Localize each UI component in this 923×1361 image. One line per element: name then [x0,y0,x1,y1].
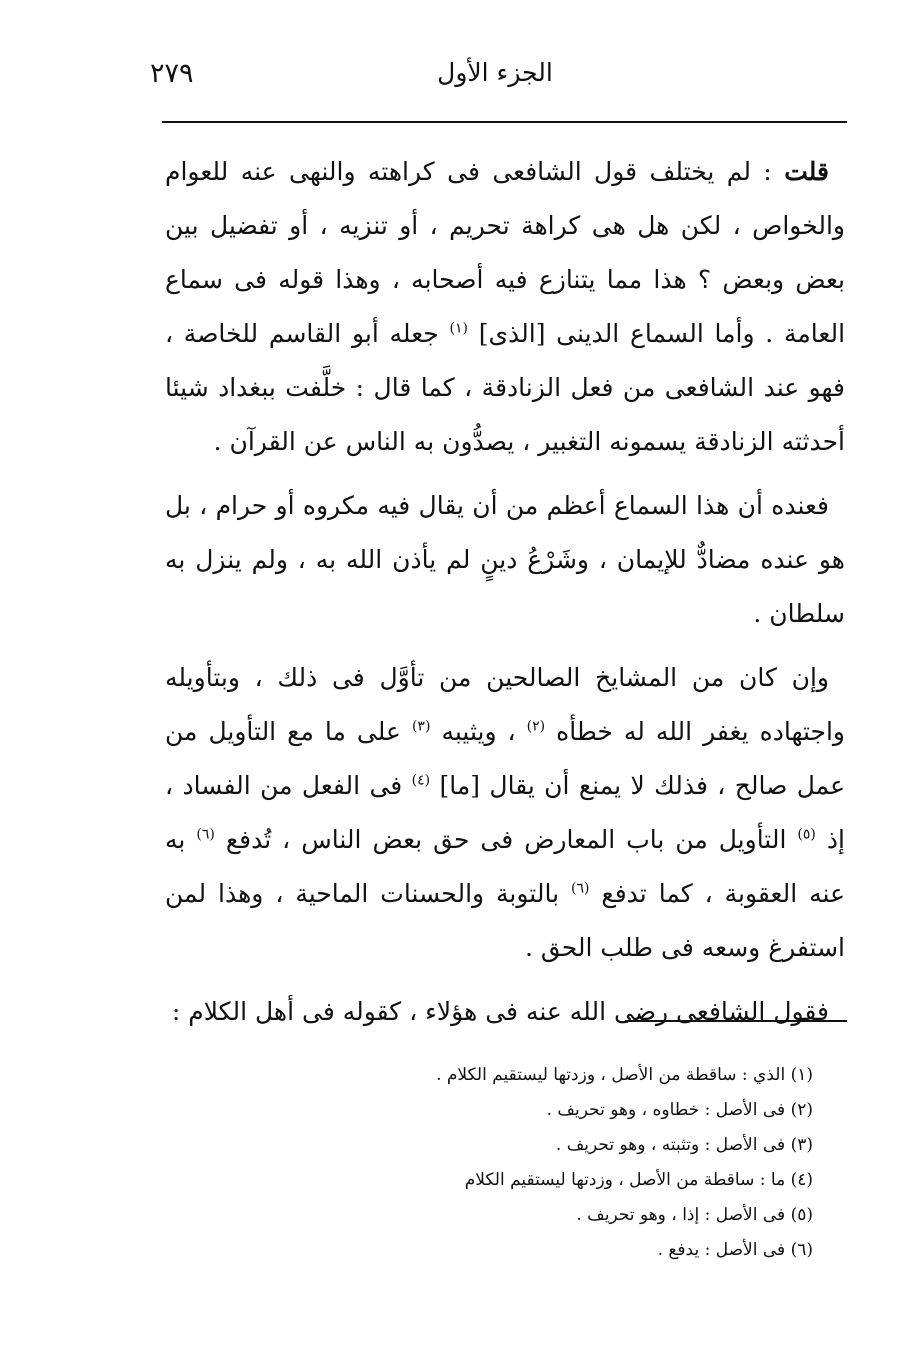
footnote-6: (٦) فى الأصل : يدفع . [657,1240,813,1260]
footnote-ref-1: (١) [449,320,468,337]
paragraph-3 [165,651,845,975]
paragraph-2 [165,479,845,641]
paragraph-text: ، ويثيبه [441,717,516,746]
paragraph-text: جعله أبو القاسم للخاصة ، فهو عند الشافعى من فعل الزنادقة ، كما قال : خلَّفت ببغداد شيئا أحدثته الزنادقة يسمونه التغبير ، يصدُّون به الناس عن القرآن . [165,319,845,456]
footnote-1: (١) الذي : ساقطة من الأصل ، وزدتها ليستقيم الكلام . [436,1065,813,1085]
footnote-ref-3: (٣) [411,718,431,735]
paragraph-text: على ما مع التأويل من عمل صالح ، فذلك لا يمنع أن يقال [ما] [165,717,846,800]
main-text [165,145,845,1039]
footnote-2: (٢) فى الأصل : خطاوه ، وهو تحريف . [546,1100,813,1120]
paragraph-text: فى الفعل من الفساد ، إذ [165,771,845,854]
paragraph-text: فعنده أن هذا السماع أعظم من أن يقال فيه مكروه أو حرام ، بل هو عنده مضادٌّ للإيمان ، وشَرْعُ دينٍ لم يأذن الله به ، ولم ينزل به سلطان . [165,491,845,628]
paragraph-lead-word: قلت [784,157,829,186]
footnote-ref-2: (٢) [526,718,546,735]
paragraph-text: به عنه العقوبة ، كما تدفع [165,825,845,908]
paragraph-4 [165,985,845,1039]
footnote-3: (٣) فى الأصل : وتثبته ، وهو تحريف . [555,1135,813,1155]
paragraph-text: بالتوبة والحسنات الماحية ، وهذا لمن استفرغ وسعه فى طلب الحق . [165,879,845,962]
page-header [150,58,850,98]
running-title: الجزء الأول [437,58,553,87]
footnote-ref-6-repeat: (٦) [571,880,590,897]
footnote-5: (٥) فى الأصل : إذا ، وهو تحريف . [576,1205,813,1225]
footnote-4: (٤) ما : ساقطة من الأصل ، وزدتها ليستقيم الكلام [464,1170,813,1190]
paragraph-text: : لم يختلف قول الشافعى فى كراهته والنهى عنه للعوام والخواص ، لكن هل هى كراهة تحريم ، أو تنزيه ، أو تفضيل بين بعض وبعض ؟ هذا مما يتنازع فيه أصحابه ، وهذا قوله فى سماع العامة . وأما السماع الدينى [الذى] [165,157,846,348]
header-divider [162,121,847,123]
paragraph-text: فقول الشافعى رضى الله عنه فى هؤلاء ، كقوله فى أهل الكلام : [171,997,829,1026]
footnotes [393,1058,813,1268]
page-number: ٢٧٩ [150,58,194,89]
paragraph-text: التأويل من باب المعارض فى حق بعض الناس ، تُدفع [225,825,787,854]
footnote-divider [625,1020,847,1022]
footnote-ref-6: (٦) [196,826,215,843]
footnote-ref-4: (٤) [411,772,431,789]
paragraph-text: وإن كان من المشايخ الصالحين من تأوَّل فى ذلك ، وبتأويله واجتهاده يغفر الله له خطأه [165,663,846,746]
paragraph-1 [165,145,845,469]
footnote-ref-5: (٥) [797,826,816,843]
